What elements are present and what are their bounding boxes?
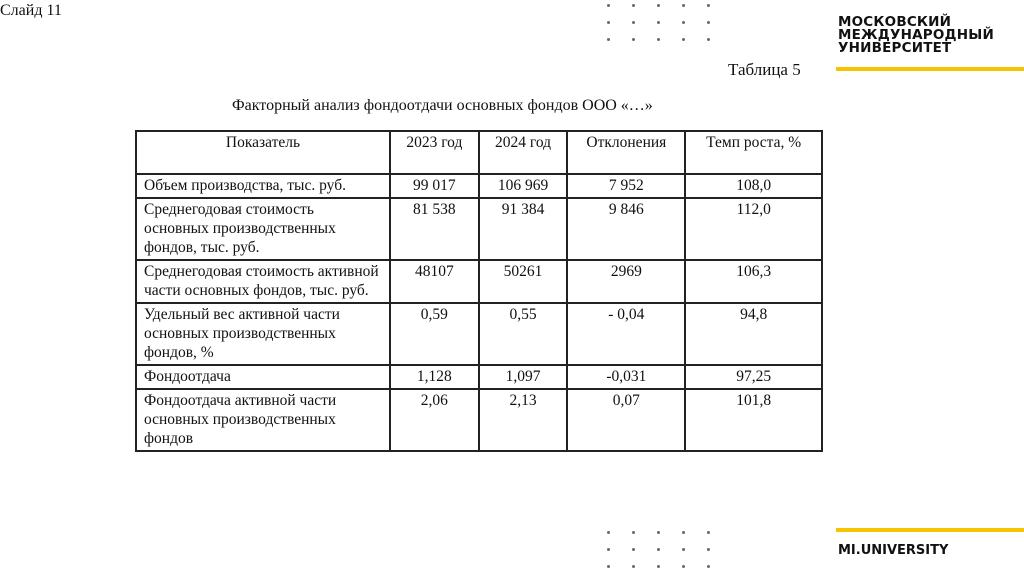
row-deviation: 9 846 xyxy=(567,198,685,260)
table-row xyxy=(136,365,822,389)
table-row xyxy=(136,303,822,365)
row-value-2023: 1,128 xyxy=(390,365,479,389)
decorative-dots-top xyxy=(607,4,710,41)
header-indicator: Показатель xyxy=(136,131,390,174)
brand-line-2: МЕЖДУНАРОДНЫЙ xyxy=(838,27,994,43)
row-growth-rate: 106,3 xyxy=(685,260,822,303)
header-2024: 2024 год xyxy=(479,131,568,174)
university-logo xyxy=(838,16,994,55)
decorative-dots-bottom xyxy=(607,531,710,568)
row-growth-rate: 101,8 xyxy=(685,389,822,451)
row-value-2023: 2,06 xyxy=(390,389,479,451)
table-row xyxy=(136,174,822,198)
accent-bar-top xyxy=(836,67,1024,71)
table-number: Таблица 5 xyxy=(728,60,801,79)
row-indicator: Объем производства, тыс. руб. xyxy=(136,174,390,198)
row-growth-rate: 97,25 xyxy=(685,365,822,389)
row-deviation: 2969 xyxy=(567,260,685,303)
table-row xyxy=(136,389,822,451)
row-value-2023: 48107 xyxy=(390,260,479,303)
row-indicator: Среднегодовая стоимость активной части основных фондов, тыс. руб. xyxy=(136,260,390,303)
table-header-row xyxy=(136,131,822,174)
slide-number-label: Слайд 11 xyxy=(0,2,62,19)
table-row xyxy=(136,198,822,260)
row-indicator: Фондоотдача xyxy=(136,365,390,389)
row-value-2024: 50261 xyxy=(479,260,568,303)
row-growth-rate: 94,8 xyxy=(685,303,822,365)
row-growth-rate: 112,0 xyxy=(685,198,822,260)
row-value-2024: 2,13 xyxy=(479,389,568,451)
header-2023: 2023 год xyxy=(390,131,479,174)
header-growth-rate: Темп роста, % xyxy=(685,131,822,174)
table-row xyxy=(136,260,822,303)
mi-university-logo: MI.UNIVERSITY xyxy=(838,543,949,558)
row-value-2023: 81 538 xyxy=(390,198,479,260)
row-indicator: Фондоотдача активной части основных производственных фондов xyxy=(136,389,390,451)
row-value-2024: 1,097 xyxy=(479,365,568,389)
table-title: Факторный анализ фондоотдачи основных фондов ООО «…» xyxy=(232,97,653,114)
brand-line-3: УНИВЕРСИТЕТ xyxy=(838,40,952,56)
row-deviation: - 0,04 xyxy=(567,303,685,365)
row-indicator: Среднегодовая стоимость основных производственных фондов, тыс. руб. xyxy=(136,198,390,260)
accent-bar-bottom xyxy=(836,528,1024,532)
header-deviation: Отклонения xyxy=(567,131,685,174)
brand-line-1: МОСКОВСКИЙ xyxy=(838,14,952,30)
row-value-2024: 91 384 xyxy=(479,198,568,260)
row-indicator: Удельный вес активной части основных производственных фондов, % xyxy=(136,303,390,365)
row-deviation: -0,031 xyxy=(567,365,685,389)
factor-analysis-table xyxy=(135,130,823,452)
row-value-2024: 106 969 xyxy=(479,174,568,198)
row-deviation: 7 952 xyxy=(567,174,685,198)
row-value-2023: 0,59 xyxy=(390,303,479,365)
row-growth-rate: 108,0 xyxy=(685,174,822,198)
row-value-2023: 99 017 xyxy=(390,174,479,198)
row-value-2024: 0,55 xyxy=(479,303,568,365)
row-deviation: 0,07 xyxy=(567,389,685,451)
